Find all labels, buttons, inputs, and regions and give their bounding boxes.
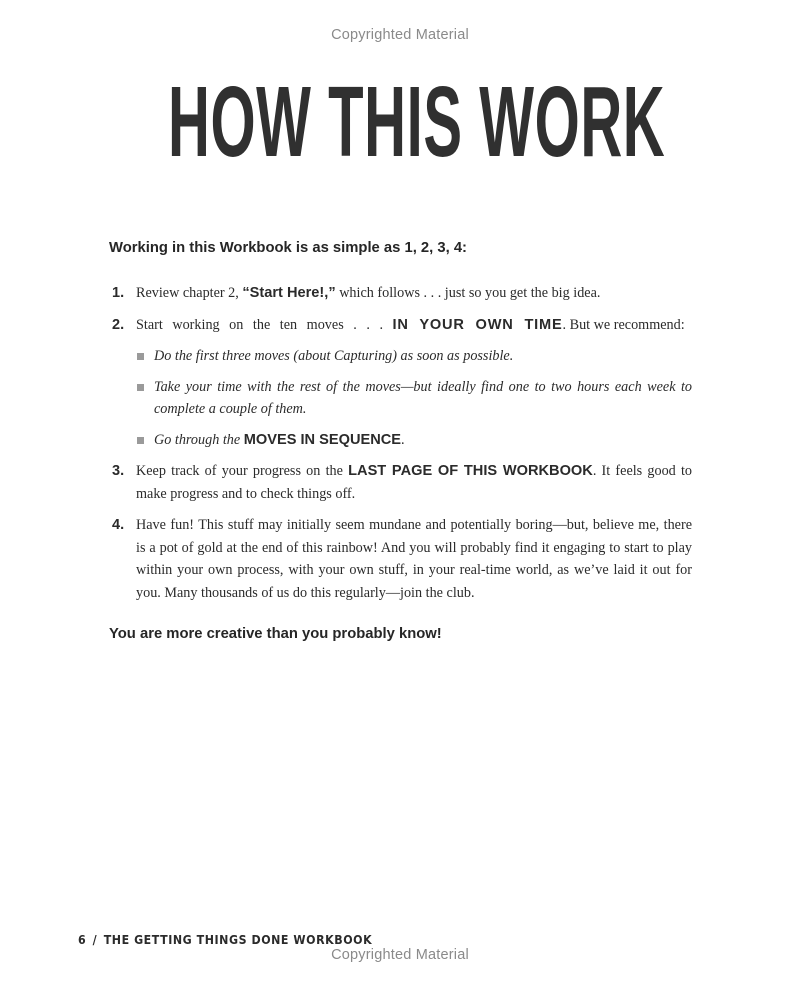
step-emphasis: IN YOUR OWN TIME — [392, 316, 563, 333]
recommendation-item — [136, 429, 692, 452]
step-text: Have fun! This stuff may initially seem mundane and potentially boring—but, believe me, there is a pot of gold at the end of this rainbow! And you will probably find it engaging to start to play within your own process, with your own stuff, in your real-time world, as we’ve laid it out for you. Many thousands of us do this regularly—join the club. — [136, 517, 692, 601]
step-text-post: which follows . . . just so you get the big idea. — [335, 285, 601, 301]
step-number: 4. — [112, 517, 125, 533]
step-text-pre: Keep track of your progress on the — [136, 463, 349, 479]
step-number: 2. — [112, 316, 125, 333]
book-title: THE GETTING THINGS DONE WORKBOOK — [103, 933, 373, 947]
main-content — [109, 240, 692, 642]
step-2 — [109, 314, 692, 452]
step-number: 1. — [112, 285, 125, 301]
step-3 — [109, 460, 692, 505]
closing-text: You are more creative than you probably know! — [109, 626, 442, 642]
footer-separator: / — [92, 933, 98, 947]
recommendation-text: Take your time with the rest of the moves—but ideally find one to two hours each week to complete a couple of them. — [154, 378, 692, 417]
recommendation-list — [136, 345, 692, 451]
intro-text: Working in this Workbook is as simple as 1, 2, 3, 4: — [109, 240, 467, 256]
steps-list — [109, 282, 692, 604]
recommendation-text: Do the first three moves (about Capturing) as soon as possible. — [154, 348, 514, 364]
step-emphasis: LAST PAGE OF THIS WORKBOOK — [348, 463, 593, 479]
step-text-pre: Start working on the ten moves . . . — [136, 316, 393, 333]
recommendation-item — [136, 345, 692, 368]
step-number: 3. — [112, 463, 125, 479]
step-4 — [109, 514, 692, 604]
recommendation-text-post: . — [401, 431, 405, 448]
page-footer — [78, 933, 372, 947]
page-number: 6 — [78, 933, 87, 947]
step-text-pre: Review chapter 2, — [136, 285, 243, 301]
step-text-post: . It feels good to make progress and to check things off. — [136, 463, 693, 502]
step-1 — [109, 282, 692, 305]
square-bullet-icon — [137, 384, 144, 391]
recommendation-emphasis: MOVES IN SEQUENCE — [243, 431, 402, 448]
square-bullet-icon — [137, 437, 144, 444]
recommendation-item — [136, 376, 692, 421]
page-title: HOW THIS WORK — [168, 66, 666, 178]
square-bullet-icon — [137, 353, 144, 360]
step-text-post: . But we recommend: — [562, 316, 685, 333]
watermark-top: Copyrighted Material — [331, 27, 469, 43]
watermark-bottom: Copyrighted Material — [331, 947, 469, 963]
step-emphasis: “Start Here!,” — [242, 285, 336, 301]
recommendation-text-pre: Go through the — [154, 431, 244, 448]
